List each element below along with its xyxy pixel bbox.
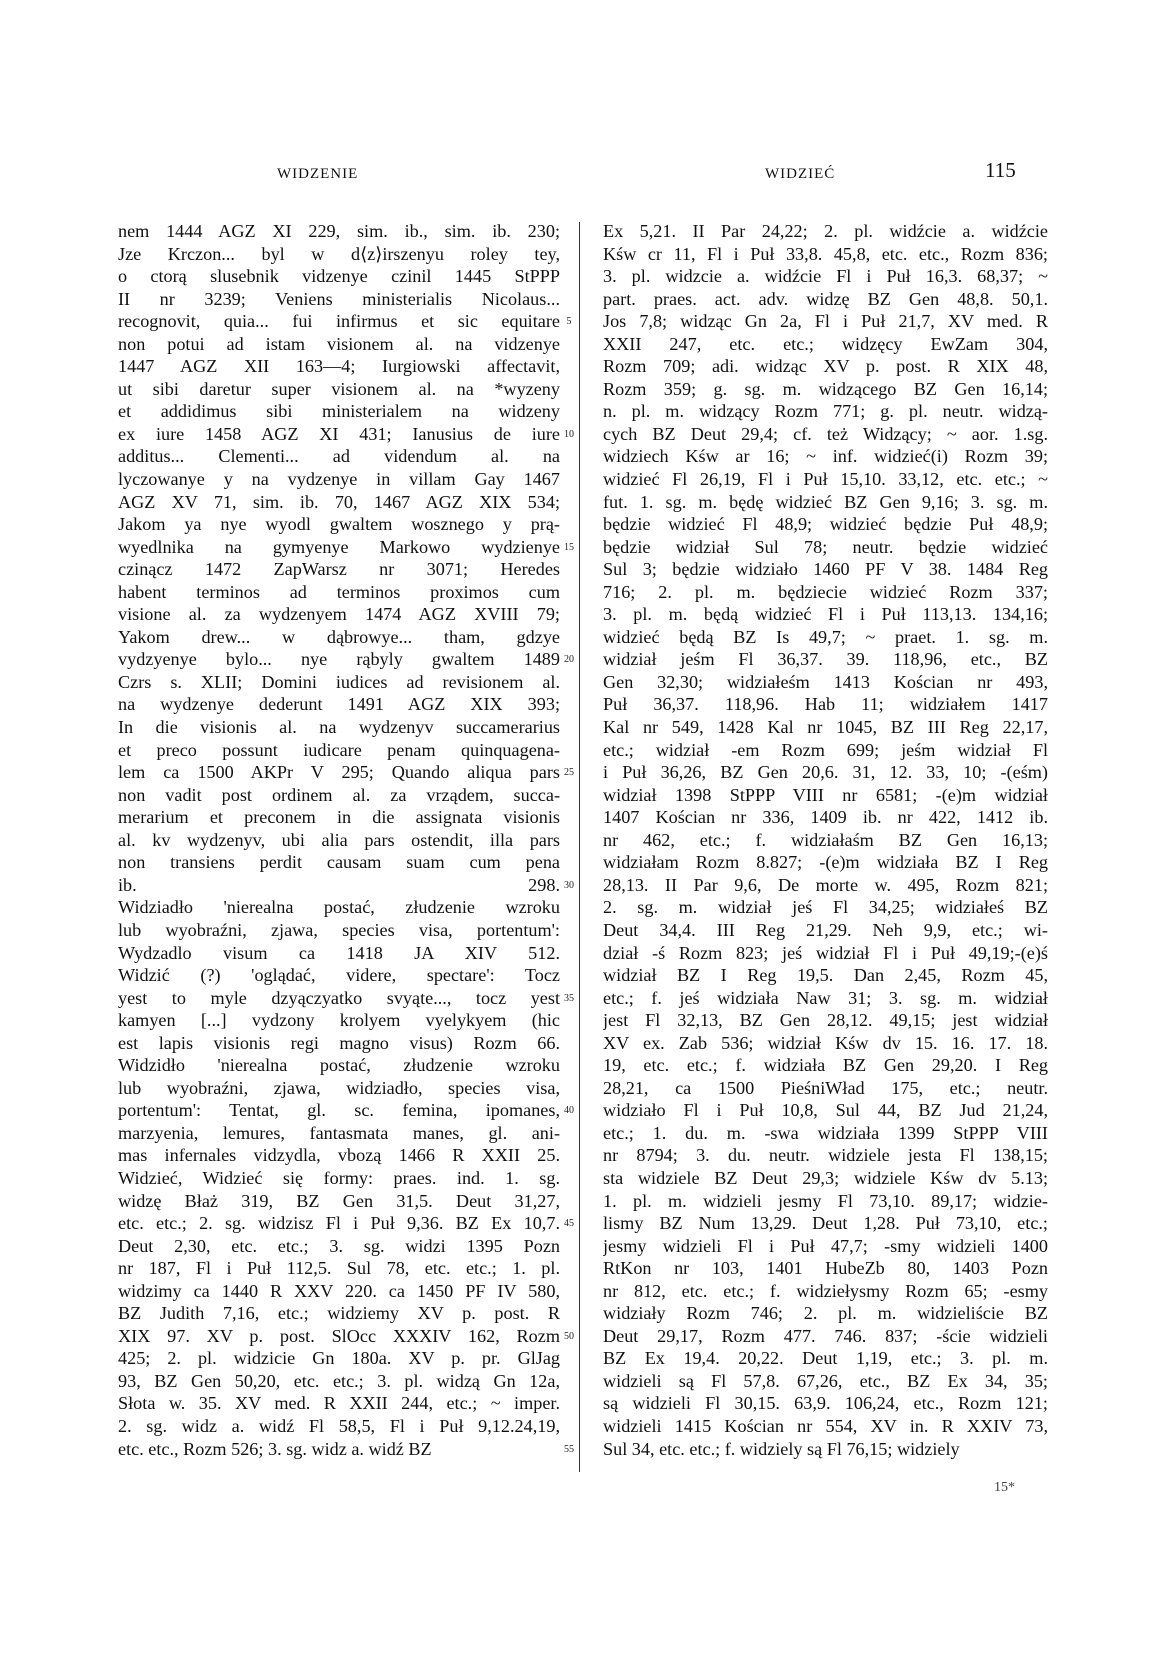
text-line: 28,21, ca 1500 PieśniWład 175, etc.; neutr. (603, 1077, 1048, 1098)
text-line: marzyenia, lemures, fantasmata manes, gl. ani- (118, 1122, 560, 1143)
text-line: Wydzadlo visum ca 1418 JA XIV 512. (118, 942, 560, 963)
text-line: widział BZ I Reg 19,5. Dan 2,45, Rozm 45, (603, 965, 1048, 986)
text-line: XXII 247, etc. etc.; widzęcy EwZam 304, (603, 333, 1048, 354)
text-line: nr 812, etc. etc.; f. widziełysmy Rozm 65; -esmy (603, 1280, 1048, 1301)
text-line: nr 8794; 3. du. neutr. widziele jesta Fl 138,15; (603, 1145, 1048, 1166)
text-line: XIX 97. XV p. post. SlOcc XXXIV 162, Rozm (118, 1325, 560, 1346)
text-line: Widziadło 'nierealna postać, złudzenie wzroku (118, 897, 560, 918)
text-line: nem 1444 AGZ XI 229, sim. ib., sim. ib. 230; (118, 221, 560, 241)
text-line: kamyen [...] vydzony krolyem vyelykyem (hic (118, 1010, 560, 1031)
text-line: merarium et preconem in die assignata visionis (118, 807, 560, 828)
text-line: lub wyobraźni, zjawa, species visa, portentum': (118, 919, 560, 940)
text-line: Rozm 709; adi. widząc XV p. post. R XIX 48, (603, 356, 1048, 377)
text-line: II nr 3239; Veniens ministerialis Nicolaus... (118, 288, 560, 309)
text-line: est lapis visionis regi magno visus) Rozm 66. (118, 1032, 560, 1053)
text-line: 2. sg. m. widział jeś Fl 34,25; widziałeś BZ (603, 897, 1048, 918)
text-line: Deut 34,4. III Reg 21,29. Neh 9,9, etc.; wi- (603, 919, 1048, 940)
text-line: RtKon nr 103, 1401 HubeZb 80, 1403 Pozn (603, 1258, 1048, 1279)
right-column (603, 220, 1048, 1460)
text-line: et preco possunt iudicare penam quinquagena- (118, 739, 560, 760)
text-line: Gen 32,30; widziałeśm 1413 Kościan nr 493, (603, 671, 1048, 692)
text-line: widzieć Fl 26,19, Fl i Puł 15,10. 33,12, etc. etc.; ~ (603, 469, 1048, 490)
text-line: et addidimus sibi ministerialem na widzeny (118, 401, 560, 422)
text-line: non vadit post ordinem al. za vrządem, succa- (118, 784, 560, 805)
text-line: 1407 Kościan nr 336, 1409 ib. nr 422, 1412 ib. (603, 807, 1048, 828)
text-line: będzie widzieć Fl 48,9; widzieć będzie Puł 48,9; (603, 514, 1048, 535)
text-line: etc. etc., Rozm 526; 3. sg. widz a. widź BZ (118, 1438, 432, 1459)
text-line: mas infernales vidzydla, vbozą 1466 R XXII 25. (118, 1145, 560, 1166)
text-line: dział -ś Rozm 823; jeś widział Fl i Puł 49,19;-(e)ś (603, 942, 1048, 963)
text-line: vydzyenye bylo... nye rąbyly gwaltem 1489 (118, 649, 560, 670)
line-number: 30 (564, 879, 574, 891)
line-number: 20 (564, 654, 574, 666)
text-line: Sul 3; będzie widziało 1460 PF V 38. 1484 Reg (603, 559, 1048, 580)
text-line: ut sibi daretur super visionem al. na *wyzeny (118, 378, 560, 399)
text-line: 19, etc. etc.; f. widziała BZ Gen 29,20. I Reg (603, 1055, 1048, 1076)
text-line: ex iure 1458 AGZ XI 431; Ianusius de iure (118, 423, 560, 444)
text-line: portentum': Tentat, gl. sc. femina, ipomanes, (118, 1100, 560, 1121)
text-line: n. pl. m. widzący Rozm 771; g. pl. neutr. widzą- (603, 401, 1048, 422)
text-line: Widzidło 'nierealna postać, złudzenie wzroku (118, 1055, 560, 1076)
text-line: etc.; f. jeś widziała Naw 31; 3. sg. m. widział (603, 987, 1048, 1008)
text-line: będzie widział Sul 78; neutr. będzie widzieć (603, 536, 1048, 557)
line-number: 55 (564, 1443, 574, 1455)
text-line: non potui ad istam visionem al. na vidzenye (118, 333, 560, 354)
text-line: 2. sg. widz a. widź Fl 58,5, Fl i Puł 9,12.24,19, (118, 1415, 560, 1436)
text-line: fut. 1. sg. m. będę widzieć BZ Gen 9,16; 3. sg. m. (603, 491, 1048, 512)
text-line: widzę Błaż 319, BZ Gen 31,5. Deut 31,27, (118, 1190, 560, 1211)
text-line: widziały Rozm 746; 2. pl. m. widzieliście BZ (603, 1303, 1048, 1324)
text-line: 28,13. II Par 9,6, De morte w. 495, Rozm 821; (603, 874, 1048, 895)
text-line: lismy BZ Num 13,29. Deut 1,28. Puł 73,10, etc.; (603, 1213, 1048, 1234)
text-line: Kśw cr 11, Fl i Puł 33,8. 45,8, etc. etc., Rozm 836; (603, 243, 1048, 264)
text-line: Deut 29,17, Rozm 477. 746. 837; -ście widzieli (603, 1325, 1048, 1346)
text-line: 3. pl. widzcie a. widźcie Fl i Puł 16,3. 68,37; ~ (603, 266, 1048, 287)
text-line: yest to myle dzyączyatko svyąte..., tocz yest (118, 987, 560, 1008)
text-line: sta widziele BZ Deut 29,3; widziele Kśw dv 5.13; (603, 1167, 1048, 1188)
text-line: Jze Krczon... byl w d⟨z⟩irszenyu roley tey, (118, 243, 560, 264)
text-line: Jakom ya nye wyodl gwaltem wosznego y prą- (118, 514, 560, 535)
line-number: 40 (564, 1105, 574, 1117)
line-number: 25 (564, 767, 574, 779)
left-column (118, 220, 560, 1460)
text-line: In die visionis al. na wydzenyv succamerarius (118, 717, 560, 738)
line-number: 5 (566, 316, 572, 328)
text-line: jest Fl 32,13, BZ Gen 28,12. 49,15; jest widział (603, 1010, 1048, 1031)
text-line: Słota w. 35. XV med. R XXII 244, etc.; ~ imper. (118, 1393, 560, 1414)
text-line: widzieli są Fl 57,8. 67,26, etc., BZ Ex 34, 35; (603, 1370, 1048, 1391)
text-line: Sul 34, etc. etc.; f. widziely są Fl 76,15; widziely (603, 1438, 960, 1459)
signature-mark: 15* (994, 1480, 1015, 1495)
header-left-headword: WIDZENIE (277, 166, 359, 182)
text-line: 1447 AGZ XII 163—4; Iurgiowski affectavit, (118, 356, 560, 377)
text-line: habent terminos ad terminos proximos cum (118, 581, 560, 602)
text-line: Widzieć, Widzieć się formy: praes. ind. 1. sg. (118, 1167, 560, 1188)
text-line: widział jeśm Fl 36,37. 39. 118,96, etc., BZ (603, 649, 1048, 670)
text-line: 93, BZ Gen 50,20, etc. etc.; 3. pl. widzą Gn 12a, (118, 1370, 560, 1391)
text-line: recognovit, quia... fui infirmus et sic equitare (118, 311, 560, 332)
text-line: AGZ XV 71, sim. ib. 70, 1467 AGZ XIX 534; (118, 491, 560, 512)
text-line: widzimy ca 1440 R XXV 220. ca 1450 PF IV 580, (118, 1280, 560, 1301)
page-number: 115 (985, 158, 1016, 182)
text-line: Kal nr 549, 1428 Kal nr 1045, BZ III Reg 22,17, (603, 717, 1048, 738)
text-line: widział 1398 StPPP VIII nr 6581; -(e)m widział (603, 784, 1048, 805)
text-line: Yakom drew... w dąbrowye... tham, gdzye (118, 626, 560, 647)
text-line: additus... Clementi... ad videndum al. na (118, 446, 560, 467)
text-line: 425; 2. pl. widzicie Gn 180a. XV p. pr. GlJag (118, 1348, 560, 1369)
line-number: 45 (564, 1218, 574, 1230)
text-line: nr 462, etc.; f. widziałaśm BZ Gen 16,13; (603, 829, 1048, 850)
text-line: lyczowanye y na vydzenye in villam Gay 1467 (118, 469, 560, 490)
text-line: wyedlnika na gymyenye Markowo wydzienye (118, 536, 560, 557)
text-line: Jos 7,8; widząc Gn 2a, Fl i Puł 21,7, XV med. R (603, 311, 1048, 332)
text-line: BZ Ex 19,4. 20,22. Deut 1,19, etc.; 3. pl. m. (603, 1348, 1048, 1369)
text-line: i Puł 36,26, BZ Gen 20,6. 31, 12. 33, 10; -(eśm) (603, 762, 1048, 783)
text-line: są widzieli Fl 30,15. 63,9. 106,24, etc., Rozm 121; (603, 1393, 1048, 1414)
text-line: o ctorą slusebnik vidzenye czinil 1445 StPPP (118, 266, 560, 287)
line-number: 35 (564, 992, 574, 1004)
text-line: widziałam Rozm 8.827; -(e)m widziała BZ I Reg (603, 852, 1048, 873)
text-line: ib. 298. (118, 874, 560, 895)
text-line: cych BZ Deut 29,4; cf. też Widzący; ~ aor. 1.sg. (603, 423, 1048, 444)
text-line: non transiens perdit causam suam cum pena (118, 852, 560, 873)
text-line: na wydzenye dederunt 1491 AGZ XIX 393; (118, 694, 560, 715)
text-line: part. praes. act. adv. widzę BZ Gen 48,8. 50,1. (603, 288, 1048, 309)
text-line: jesmy widzieli Fl i Puł 47,7; -smy widzieli 1400 (603, 1235, 1048, 1256)
text-line: nr 187, Fl i Puł 112,5. Sul 78, etc. etc.; 1. pl. (118, 1258, 560, 1279)
column-divider (579, 222, 580, 1472)
text-line: BZ Judith 7,16, etc.; widziemy XV p. post. R (118, 1303, 560, 1324)
text-line: lub wyobraźni, zjawa, widziadło, species visa, (118, 1077, 560, 1098)
text-line: lem ca 1500 AKPr V 295; Quando aliqua pars (118, 762, 560, 783)
line-number: 15 (564, 541, 574, 553)
text-line: widziało Fl i Puł 10,8, Sul 44, BZ Jud 21,24, (603, 1100, 1048, 1121)
text-line: 3. pl. m. będą widzieć Fl i Puł 113,13. 134,16; (603, 604, 1048, 625)
text-line: 716; 2. pl. m. będziecie widzieć Rozm 337; (603, 581, 1048, 602)
header-right-headword: WIDZIEĆ (765, 166, 836, 182)
text-line: Ex 5,21. II Par 24,22; 2. pl. widźcie a. widźcie (603, 221, 1048, 241)
text-line: Czrs s. XLII; Domini iudices ad revisionem al. (118, 671, 560, 692)
text-line: al. kv wydzenyv, ubi alia pars ostendit, illa pars (118, 829, 560, 850)
text-line: Deut 2,30, etc. etc.; 3. sg. widzi 1395 Pozn (118, 1235, 560, 1256)
text-line: czinącz 1472 ZapWarsz nr 3071; Heredes (118, 559, 560, 580)
text-line: etc.; widział -em Rozm 699; jeśm widział Fl (603, 739, 1048, 760)
text-line: etc.; 1. du. m. -swa widziała 1399 StPPP VIII (603, 1122, 1048, 1143)
text-line: widzieli 1415 Kościan nr 554, XV in. R XXIV 73, (603, 1415, 1048, 1436)
text-line: widzieć będą BZ Is 49,7; ~ praet. 1. sg. m. (603, 626, 1048, 647)
line-number: 50 (564, 1330, 574, 1342)
text-line: Rozm 359; g. sg. m. widzącego BZ Gen 16,14; (603, 378, 1048, 399)
line-number: 10 (564, 428, 574, 440)
text-line: XV ex. Zab 536; widział Kśw dv 15. 16. 17. 18. (603, 1032, 1048, 1053)
text-line: Puł 36,37. 118,96. Hab 11; widziałem 1417 (603, 694, 1048, 715)
text-line: 1. pl. m. widzieli jesmy Fl 73,10. 89,17; widzie- (603, 1190, 1048, 1211)
text-line: widziech Kśw ar 16; ~ inf. widzieć(i) Rozm 39; (603, 446, 1048, 467)
text-line: visione al. za wydzenyem 1474 AGZ XVIII 79; (118, 604, 560, 625)
text-line: Widzić (?) 'oglądać, videre, spectare': Tocz (118, 965, 560, 986)
text-line: etc. etc.; 2. sg. widzisz Fl i Puł 9,36. BZ Ex 10,7. (118, 1213, 560, 1234)
running-header (0, 158, 1174, 188)
